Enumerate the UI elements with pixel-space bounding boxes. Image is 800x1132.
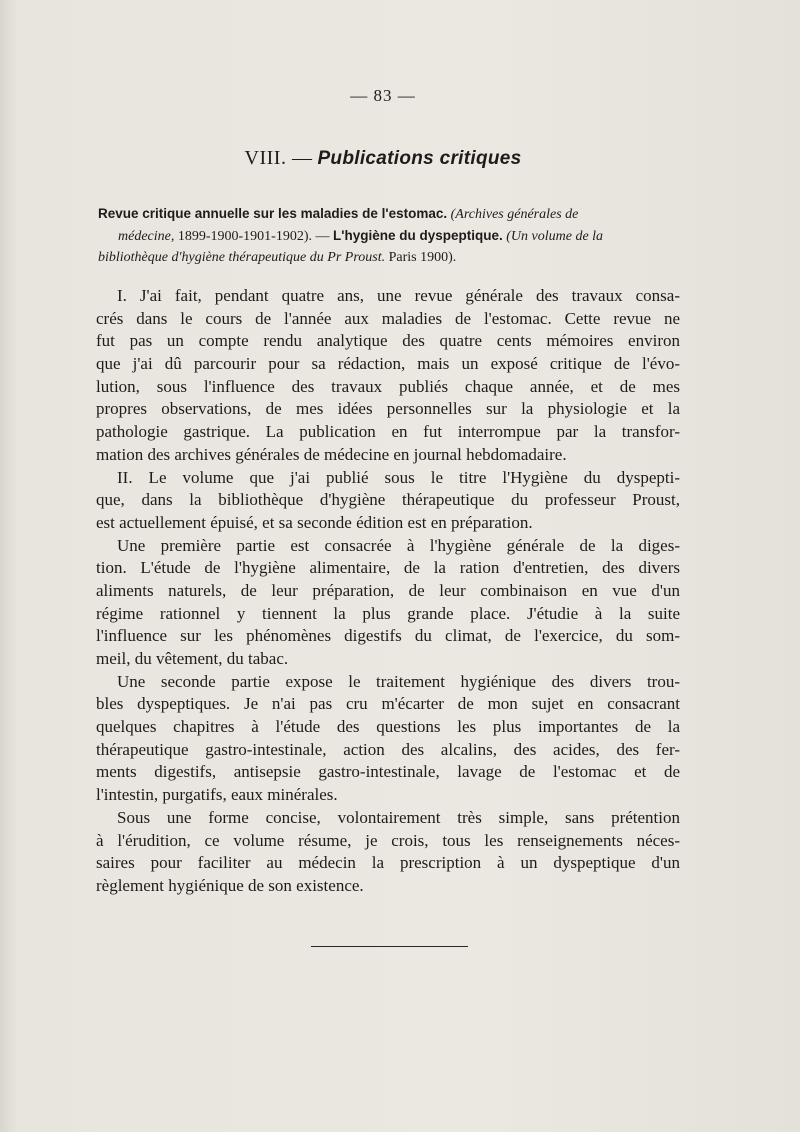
text-line: Une seconde partie expose le traitement hygiénique des divers trou- xyxy=(117,671,680,691)
text-line: Une première partie est consacrée à l'hygiène générale de la diges- xyxy=(117,535,680,555)
text-line: l'intestin, purgatifs, eaux minérales. xyxy=(96,785,338,805)
text-line: Sous une forme concise, volontairement très simple, sans prétention xyxy=(117,807,680,827)
section-title: Publications critiques xyxy=(317,148,522,169)
text-line: régime rationnel y tiennent la plus grande place. J'étudie à la suite xyxy=(96,603,680,623)
text-line: à l'érudition, ce volume résume, je crois, tous les renseignements néces- xyxy=(96,830,680,850)
text-line: règlement hygiénique de son existence. xyxy=(96,875,364,895)
paragraph xyxy=(96,671,680,807)
text-line: que, dans la bibliothèque d'hygiène thérapeutique du professeur Proust, xyxy=(96,490,680,510)
citation-source-1: (Archives générales de xyxy=(450,207,579,222)
closing-rule xyxy=(311,946,468,947)
text-line: bles dyspeptiques. Je n'ai pas cru m'écarter de mon sujet en consacrant xyxy=(96,694,680,714)
text-line: crés dans le cours de l'année aux maladies de l'estomac. Cette revue ne xyxy=(96,308,680,328)
citation-source-2: (Un volume de la xyxy=(506,229,604,244)
text-line: thérapeutique gastro-intestinale, action des alcalins, des acides, des fer- xyxy=(96,739,680,759)
paragraph xyxy=(96,535,680,671)
text-line: meil, du vêtement, du tabac. xyxy=(96,649,289,668)
text-line: aliments naturels, de leur préparation, de leur combinaison en vue d'un xyxy=(96,580,680,600)
text-line: fut pas un compte rendu analytique des quatre cents mémoires environ xyxy=(96,331,680,351)
text-line: ments digestifs, antisepsie gastro-intestinale, lavage de l'estomac et de xyxy=(96,762,680,782)
paragraph xyxy=(96,467,680,535)
text-line: que j'ai dû parcourir pour sa rédaction, mais un exposé critique de l'évo- xyxy=(96,354,680,374)
section-heading xyxy=(0,147,766,170)
body-text xyxy=(96,285,680,898)
citation-source-1-cont: médecine, xyxy=(118,229,175,244)
citation-years: 1899-1900-1901-1902). — xyxy=(177,229,330,244)
text-line: tion. L'étude de l'hygiène alimentaire, de la ration d'entretien, des divers xyxy=(96,558,680,578)
text-line: est actuellement épuisé, et sa seconde édition est en préparation. xyxy=(96,512,533,532)
text-line: propres observations, de mes idées personnelles sur la physiologie et la xyxy=(96,399,680,419)
text-line: saires pour faciliter au médecin la prescription à un dyspeptique d'un xyxy=(96,853,680,873)
paragraph xyxy=(96,807,680,898)
citation-source-2-cont: bibliothèque d'hygiène thérapeutique du Pr Proust. xyxy=(98,250,386,265)
text-line: lution, sous l'influence des travaux publiés chaque année, et de mes xyxy=(96,376,680,396)
text-line: I. J'ai fait, pendant quatre ans, une revue générale des travaux consa- xyxy=(117,286,680,305)
text-line: pathologie gastrique. La publication en fut interrompue par la transfor- xyxy=(96,422,680,442)
page-number: — 83 — xyxy=(350,86,416,105)
text-line: II. Le volume que j'ai publié sous le titre l'Hygiène du dyspepti- xyxy=(117,467,680,487)
text-line: mation des archives générales de médecine en journal hebdomadaire. xyxy=(96,444,567,464)
text-line: quelques chapitres à l'étude des questions les plus importantes de la xyxy=(96,717,680,737)
text-line: l'influence sur les phénomènes digestifs du climat, de l'exercice, du som- xyxy=(96,626,680,646)
section-number: VIII. — xyxy=(244,147,313,169)
citation-title-2: L'hygiène du dyspeptique. xyxy=(333,228,503,243)
citation-title-1: Revue critique annuelle sur les maladies de l'estomac. xyxy=(98,206,448,221)
paragraph xyxy=(96,285,680,467)
bibliographic-citation xyxy=(98,203,676,268)
citation-place-date: Paris 1900). xyxy=(388,250,457,265)
